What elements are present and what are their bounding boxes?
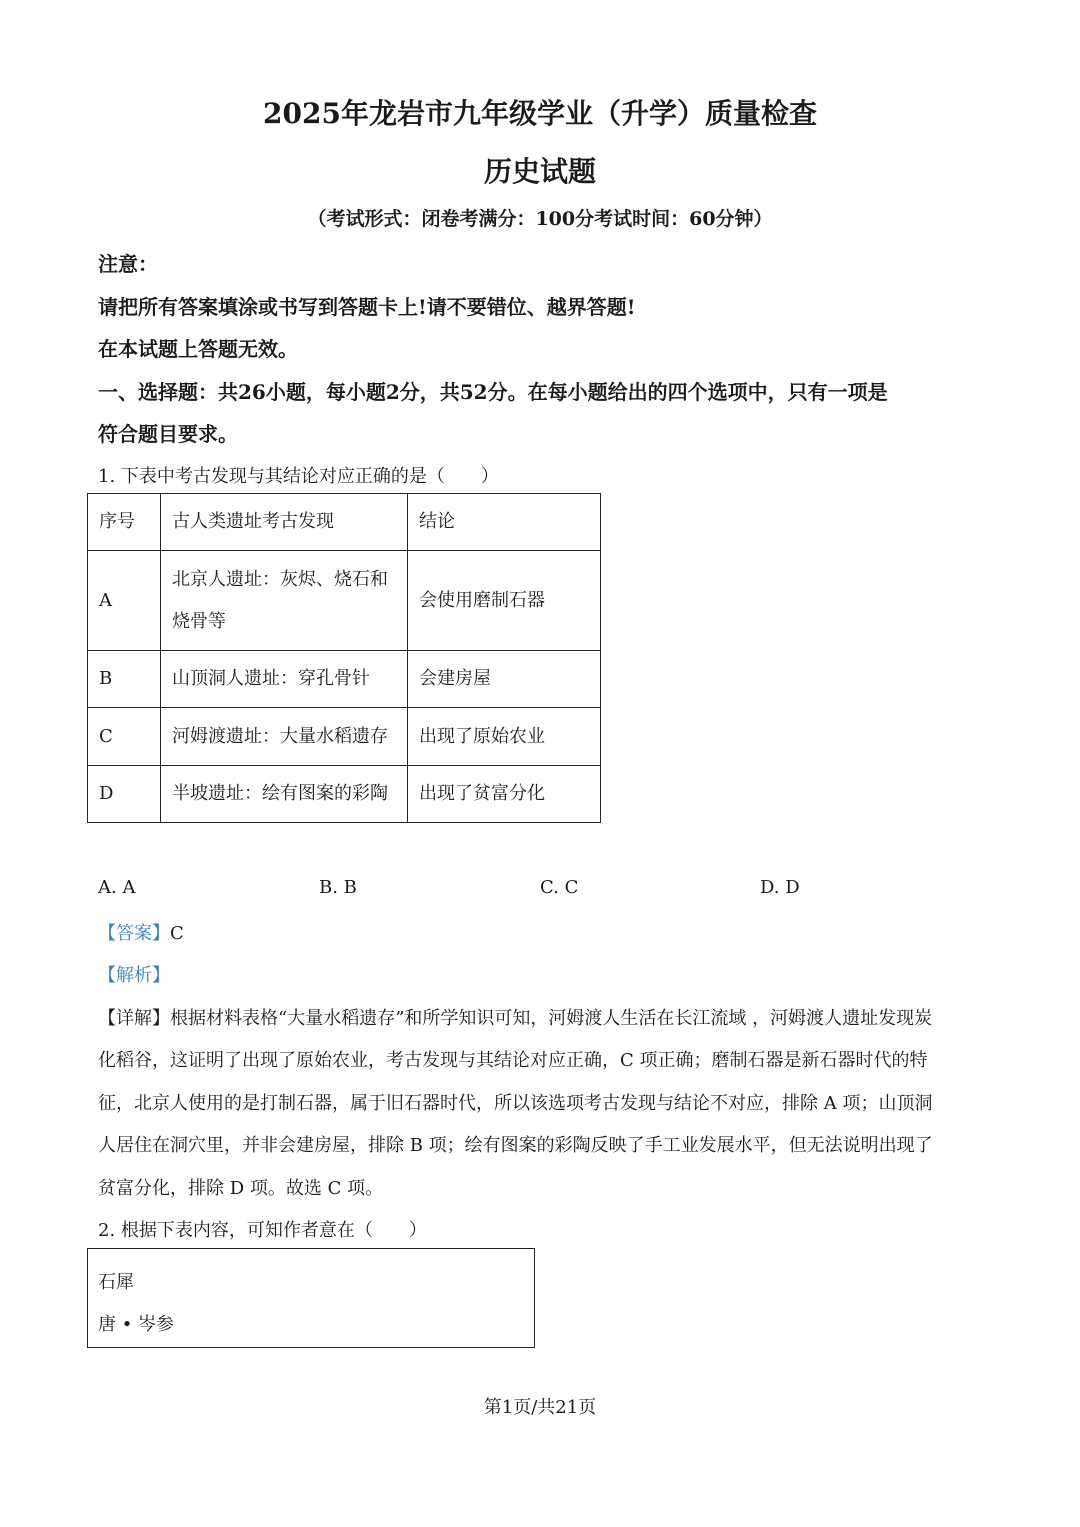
page-number: 第1页/共21页 <box>483 1397 597 1418</box>
exam-info: （考试形式：闭卷考满分：100分考试时间：60分钟） <box>307 208 773 230</box>
detail-line: 人居住在洞穴里，并非会建房屋，排除 B 项；绘有图案的彩陶反映了手工业发展水平，但无法说明出现了 <box>98 1135 933 1156</box>
detail-line: 征，北京人使用的是打制石器，属于旧石器时代，所以该选项考古发现与结论不对应，排除 A 项；山顶洞 <box>98 1093 933 1114</box>
exam-title: 2025年龙岩市九年级学业（升学）质量检查 <box>263 97 817 130</box>
table-cell-id: C <box>88 708 161 766</box>
table-cell-conclusion: 出现了贫富分化 <box>408 766 601 823</box>
poem-author: 唐 • 岑参 <box>98 1314 175 1335</box>
q1-table <box>87 493 601 823</box>
detail-line: 【详解】根据材料表格“大量水稻遗存”和所学知识可知，河姆渡人生活在长江流域 ，河姆渡人遗址发现炭 <box>98 1008 933 1029</box>
table-row <box>88 766 601 823</box>
section-heading-line-1: 一、选择题：共26小题，每小题2分，共52分。在每小题给出的四个选项中，只有一项是 <box>98 380 888 404</box>
q2-stem: 2. 根据下表内容，可知作者意在（ ） <box>98 1220 427 1241</box>
table-cell-conclusion: 会建房屋 <box>408 651 601 708</box>
table-header-cell: 古人类遗址考古发现 <box>161 494 408 551</box>
table-header-cell: 结论 <box>408 494 601 551</box>
answer-value: C <box>170 923 184 944</box>
notice-line-1: 请把所有答案填涂或书写到答题卡上!请不要错位、越界答题! <box>98 295 636 319</box>
option-a: A. A <box>98 877 136 898</box>
table-header-cell: 序号 <box>88 494 161 551</box>
finding-line: 烧骨等 <box>172 610 226 632</box>
table-row <box>88 551 601 651</box>
analysis-label: 【解析】 <box>98 965 170 986</box>
table-cell-id: A <box>88 551 161 651</box>
table-cell-finding <box>161 551 408 651</box>
table-cell-id: D <box>88 766 161 823</box>
answer-line <box>98 919 184 945</box>
finding-line: 北京人遗址：灰烬、烧石和 <box>172 568 388 590</box>
table-cell-conclusion: 出现了原始农业 <box>408 708 601 766</box>
detail-line: 贫富分化，排除 D 项。故选 C 项。 <box>98 1178 384 1199</box>
table-row <box>88 651 601 708</box>
table-cell-finding: 半坡遗址：绘有图案的彩陶 <box>161 766 408 823</box>
table-cell-id: B <box>88 651 161 708</box>
option-c: C. C <box>540 877 579 898</box>
table-cell-conclusion: 会使用磨制石器 <box>408 551 601 651</box>
q1-stem: 1. 下表中考古发现与其结论对应正确的是（ ） <box>98 466 499 487</box>
table-header-row <box>88 494 601 551</box>
poem-title: 石犀 <box>98 1272 134 1293</box>
detail-line: 化稻谷，这证明了出现了原始农业，考古发现与其结论对应正确，C 项正确；磨制石器是新石器时代的特 <box>98 1050 928 1071</box>
exam-subject: 历史试题 <box>483 155 596 188</box>
option-b: B. B <box>319 877 357 898</box>
section-heading-line-2: 符合题目要求。 <box>98 422 238 446</box>
table-row <box>88 708 601 766</box>
table-cell-finding: 河姆渡遗址：大量水稻遗存 <box>161 708 408 766</box>
notice-label: 注意： <box>98 252 158 276</box>
option-d: D. D <box>760 877 800 898</box>
notice-line-2: 在本试题上答题无效。 <box>98 337 298 361</box>
table-cell-finding: 山顶洞人遗址：穿孔骨针 <box>161 651 408 708</box>
answer-label: 【答案】 <box>98 923 170 944</box>
